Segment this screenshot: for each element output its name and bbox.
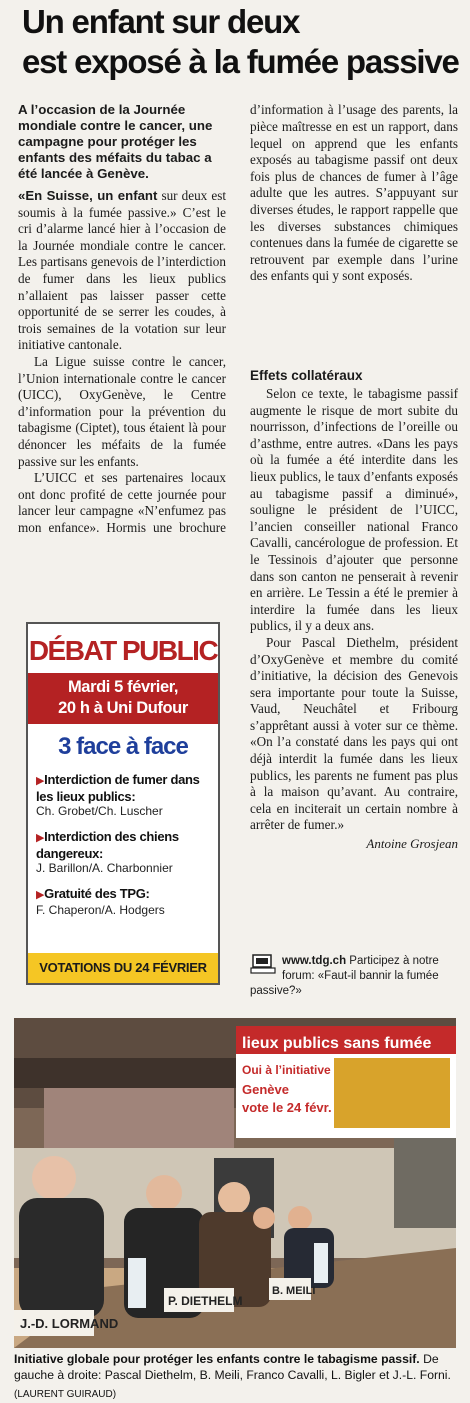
banner-line-2: Oui à l’initiative [242, 1063, 331, 1077]
paragraph-3: L’UICC et ses partenaires locaux ont donc profité de cette journée pour lancer leur campagne «N’enfumez pas mon enfance». Hormis une brochure [18, 470, 226, 535]
paragraph-3-overflow: d’information à l’usage des parents, la pièce maîtresse en est un rapport, dans lequel on apprend que les enfants exposés au tabagisme passif ont deux fois plus de chances de fumer à l’âge adulte que les autres. S’appuyant sur diverses études, le rapport rappelle que les diverses substances chimiques contenues dans la fumée de cigarette se retrouvent par exemple dans l’urine des enfants qui y sont exposés. [250, 102, 458, 284]
arrow-right-icon: ▶ [36, 889, 45, 901]
debate-title: DÉBAT PUBLIC [28, 635, 218, 666]
debate-topic-speakers: J. Barillon/A. Charbonnier [36, 861, 173, 875]
debate-public-box [26, 622, 220, 985]
caption-credit: (LAURENT GUIRAUD) [14, 1389, 117, 1400]
forum-text: Participez à notre forum: «Faut-il bannir la fumée passive?» [250, 955, 439, 997]
banner-line-4: vote le 24 févr. [242, 1100, 332, 1115]
nameplate-1: J.-D. LORMAND [20, 1316, 119, 1331]
banner-line-3: Genève [242, 1082, 289, 1097]
debate-topic-title: Gratuité des TPG: [44, 886, 150, 901]
paragraph-1 [18, 188, 226, 354]
caption-bold: Initiative globale pour protéger les enfants contre le tabagisme passif. [14, 1352, 420, 1366]
headline-line-1: Un enfant sur deux [22, 3, 300, 40]
nameplate-2: P. DIETHELM [168, 1294, 243, 1308]
nameplate-3: B. MEILI [272, 1285, 316, 1297]
debate-date [28, 673, 218, 724]
paragraph-3-continued [250, 102, 458, 285]
photo-caption [14, 1351, 460, 1403]
debate-topic-title: Interdiction de fumer dans les lieux publics: [36, 772, 200, 804]
paragraph-4: Selon ce texte, le tabagisme passif augmente le risque de mort subite du nourrisson, d’infections de l’oreille ou d’asthme, entre autres. «Dans les pays où la fumée a été interdite dans les lieux publics, le taux d’enfants exposés au tabagisme passif a diminué», souligne le président de l’UICC, l’ancien conseiller national Franco Cavalli, cancérologue de profession. Et le Tessinois d’ajouter que personne dans son canton ne penserait à revenir en arrière. Le Tessin a été le premier à interdire la fumée dans les lieux publics, il y a deux ans. [250, 386, 458, 634]
paragraph-2: La Ligue suisse contre le cancer, l’Union internationale contre le cancer (UICC), OxyGenève, le Centre d’information pour la prévention du tabagisme (Ciptet), tous étaient là pour dénoncer les méfaits de la fumée passive sur les enfants. [18, 353, 226, 469]
paragraph-1-text: sur deux est soumis à la fumée passive.» C’est le cri d’alarme lancé hier à l’occasion de la Journée mondiale contre le cancer. Les partisans genevois de l’interdiction de fumer dans les lieux publics n’allaient pas laisser passer cette opportunité de se serrer les coudes, à trois semaines de la votation sur leur initiative cantonale. [18, 188, 226, 353]
debate-topic-speakers: F. Chaperon/A. Hodgers [36, 903, 165, 917]
debate-topic [36, 829, 218, 876]
computer-icon [250, 954, 276, 974]
article-lead: A l’occasion de la Journée mondiale contre le cancer, une campagne pour protéger les enfants des méfaits du tabac a été lancée à Genève. [18, 102, 213, 181]
forum-link[interactable]: www.tdg.ch [282, 955, 347, 967]
press-conference-photo [14, 1018, 456, 1348]
article-column-right [250, 102, 458, 285]
paragraph-5: Pour Pascal Diethelm, président d’OxyGenève et membre du comité d’initiative, la décision des Genevois sera importante pour toute la Suisse, Vaud, Neuchâtel et Fribourg s’apprêtant aussi à voter sur ce thème. «On l’a constaté dans les pays qui ont déjà interdit la fumée dans les lieux publics, les parents ne fument pas plus à la maison qu’avant. Au contraire, cela en inciterait un certain nombre à arrêter de fumer.» [250, 634, 458, 833]
debate-topic-title: Interdiction des chiens dangereux: [36, 829, 179, 861]
arrow-right-icon: ▶ [36, 832, 45, 844]
banner-line-1: lieux publics sans fumée [242, 1035, 432, 1052]
debate-date-line-1: Mardi 5 février, [67, 678, 179, 696]
photo-illustration [14, 1018, 456, 1348]
headline-line-2: est exposé à la fumée passive [22, 43, 459, 80]
debate-date-line-2: 20 h à Uni Dufour [58, 699, 188, 717]
headline [22, 2, 462, 82]
forum-promo [250, 954, 460, 999]
debate-topic [36, 772, 218, 819]
debate-footer: VOTATIONS DU 24 FÉVRIER [28, 953, 218, 983]
article-column-right-lower [250, 360, 458, 852]
debate-face-a-face: 3 face à face [58, 733, 188, 760]
paragraph-1-bold: «En Suisse, un enfant [18, 188, 158, 203]
debate-topic-speakers: Ch. Grobet/Ch. Luscher [36, 804, 163, 818]
article-column-left [18, 102, 226, 536]
author-signature: Antoine Grosjean [366, 836, 458, 852]
caption-text: De gauche à droite: Pascal Diethelm, B. Meili, Franco Cavalli, L. Bigler et J.-L. Forni. [14, 1352, 451, 1382]
debate-topic [36, 886, 218, 918]
arrow-right-icon: ▶ [36, 775, 45, 787]
subhead: Effets collatéraux [250, 368, 363, 383]
